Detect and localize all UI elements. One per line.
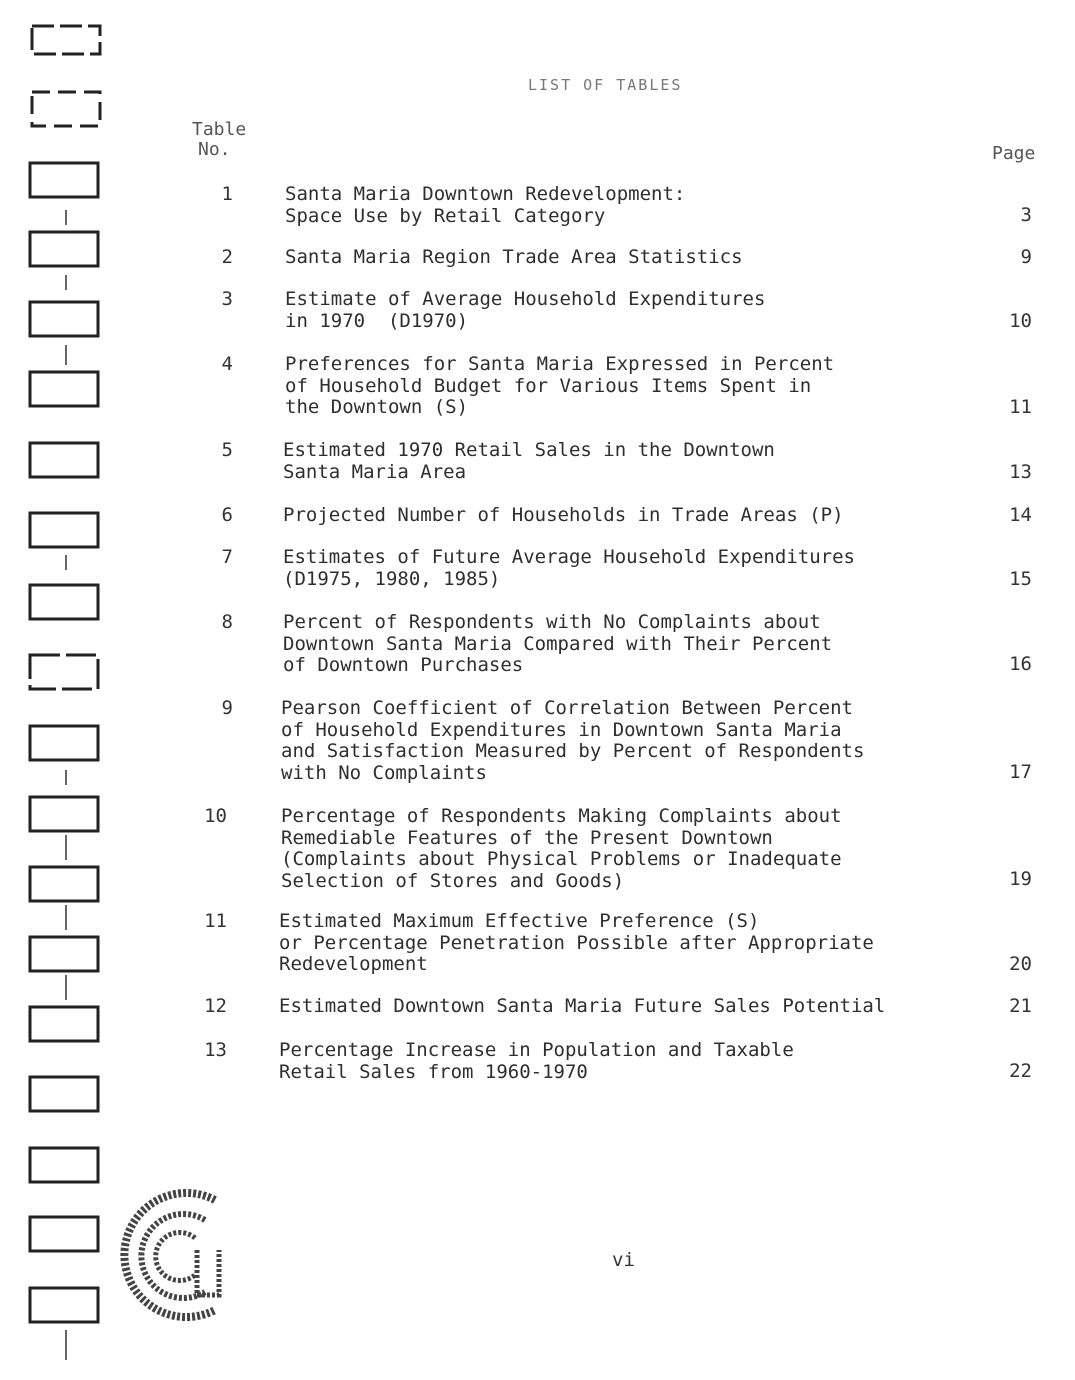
table-number: 8 bbox=[221, 611, 233, 633]
table-page-number: 21 bbox=[1009, 995, 1032, 1017]
table-title: Estimate of Average Household Expenditures in 1970 (D1970) bbox=[285, 288, 766, 332]
table-number: 6 bbox=[221, 504, 233, 526]
page-title: LIST OF TABLES bbox=[528, 76, 683, 94]
table-number: 9 bbox=[221, 697, 233, 719]
table-title: Percent of Respondents with No Complaints about Downtown Santa Maria Compared with Their Percent of Downtown Purchases bbox=[283, 611, 833, 676]
table-number: 7 bbox=[221, 546, 233, 568]
table-number: 3 bbox=[221, 288, 233, 310]
table-number: 11 bbox=[204, 910, 227, 932]
table-number: 5 bbox=[221, 439, 233, 461]
table-title: Estimated 1970 Retail Sales in the Downtown Santa Maria Area bbox=[283, 439, 775, 483]
table-number: 4 bbox=[221, 353, 233, 375]
table-page-number: 16 bbox=[1009, 653, 1032, 675]
company-logo bbox=[105, 1180, 235, 1330]
table-page-number: 11 bbox=[1009, 396, 1032, 418]
table-page-number: 9 bbox=[1020, 246, 1032, 268]
table-title: Estimated Maximum Effective Preference (S) or Percentage Penetration Possible after Appropriate Redevelopment bbox=[279, 910, 874, 975]
binding-marks bbox=[0, 0, 110, 1380]
page-column-header: Page bbox=[992, 143, 1036, 164]
table-title: Pearson Coefficient of Correlation Between Percent of Household Expenditures in Downtown Santa Maria and Satisfaction Measured by Percent of Respondents with No Complaints bbox=[281, 697, 865, 784]
table-title: Santa Maria Region Trade Area Statistics bbox=[285, 246, 743, 268]
table-number: 1 bbox=[221, 183, 233, 205]
table-title: Preferences for Santa Maria Expressed in Percent of Household Budget for Various Items Spent in the Downtown (S) bbox=[285, 353, 835, 418]
table-title: Percentage Increase in Population and Taxable Retail Sales from 1960-1970 bbox=[279, 1039, 794, 1083]
table-number-header bbox=[192, 120, 246, 160]
table-label: Table bbox=[192, 119, 247, 140]
table-title: Santa Maria Downtown Redevelopment: Space Use by Retail Category bbox=[285, 183, 686, 227]
table-number: 10 bbox=[204, 805, 227, 827]
table-page-number: 22 bbox=[1009, 1060, 1032, 1082]
table-number: 2 bbox=[221, 246, 233, 268]
table-page-number: 3 bbox=[1020, 204, 1032, 226]
table-title: Projected Number of Households in Trade Areas (P) bbox=[283, 504, 844, 526]
no-label: No. bbox=[198, 139, 231, 160]
table-page-number: 10 bbox=[1009, 310, 1032, 332]
table-page-number: 15 bbox=[1009, 568, 1032, 590]
table-title: Estimated Downtown Santa Maria Future Sales Potential bbox=[279, 995, 886, 1017]
table-title: Percentage of Respondents Making Complaints about Remediable Features of the Present Downtown (Complaints about Physical Problems or Inadequate Selection of Stores and Goods) bbox=[281, 805, 842, 892]
table-title: Estimates of Future Average Household Expenditures (D1975, 1980, 1985) bbox=[283, 546, 855, 590]
table-number: 13 bbox=[204, 1039, 227, 1061]
table-page-number: 14 bbox=[1009, 504, 1032, 526]
footer-page-number: vi bbox=[612, 1249, 635, 1271]
table-page-number: 20 bbox=[1009, 953, 1032, 975]
table-page-number: 19 bbox=[1009, 868, 1032, 890]
table-number: 12 bbox=[204, 995, 227, 1017]
table-page-number: 13 bbox=[1009, 461, 1032, 483]
table-page-number: 17 bbox=[1009, 761, 1032, 783]
